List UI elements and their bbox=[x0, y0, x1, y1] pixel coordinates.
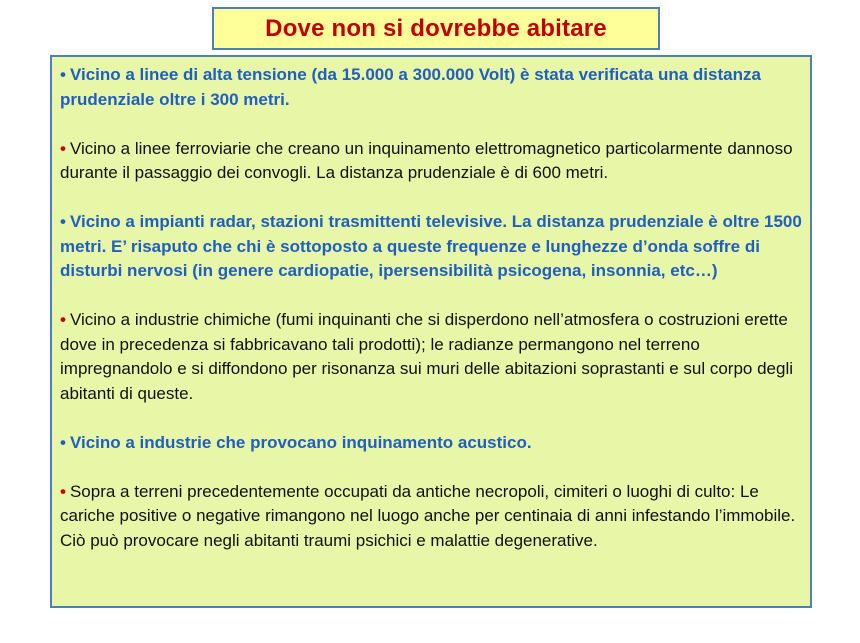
list-item bbox=[60, 480, 802, 554]
slide-title-box bbox=[212, 7, 660, 50]
slide-content-box bbox=[50, 55, 812, 608]
bullet-icon: • bbox=[60, 212, 66, 231]
list-item-text: Vicino a linee di alta tensione (da 15.000 a 300.000 Volt) è stata verificata una distanza prudenziale oltre i 300 metri. bbox=[60, 65, 761, 109]
list-item-text: Vicino a linee ferroviarie che creano un inquinamento elettromagnetico particolarmente dannoso durante il passaggio dei convogli. La distanza prudenziale è di 600 metri. bbox=[60, 138, 793, 182]
list-item bbox=[60, 63, 802, 112]
bullet-icon: • bbox=[60, 481, 66, 501]
list-item-text: Vicino a industrie che provocano inquinamento acustico. bbox=[69, 432, 532, 452]
list-item-text: Sopra a terreni precedentemente occupati da antiche necropoli, cimiteri o luoghi di culto: Le cariche positive o negative rimangono nel luogo anche per centinaia di anni infestando l’immobile. Ciò può provocare negli abitanti traumi psichici e malattie degenerative. bbox=[60, 481, 796, 550]
slide-title: Dove non si dovrebbe abitare bbox=[265, 14, 607, 42]
list-item-text: Vicino a impianti radar, stazioni trasmittenti televisive. La distanza prudenziale è oltre 1500 metri. E’ risaputo che chi è sottoposto a queste frequenze e lunghezze d’onda soffre di disturbi nervosi (in genere cardiopatie, ipersensibilità psicogena, insonnia, etc…) bbox=[60, 212, 802, 280]
bullet-icon: • bbox=[60, 432, 66, 452]
bullet-icon: • bbox=[60, 138, 66, 158]
bullet-icon: • bbox=[60, 310, 66, 329]
list-item bbox=[60, 431, 802, 456]
bullet-icon: • bbox=[60, 65, 66, 84]
list-item bbox=[60, 137, 802, 186]
list-item bbox=[60, 210, 802, 284]
list-item bbox=[60, 308, 802, 406]
list-item-text: Vicino a industrie chimiche (fumi inquinanti che si disperdono nell’atmosfera o costruzioni erette dove in precedenza si fabbricavano tali prodotti); le radianze permangono nel terreno impregnandolo e si diffondono per risonanza sui muri delle abitazioni soprastanti e sul corpo degli abitanti di queste. bbox=[60, 310, 794, 403]
